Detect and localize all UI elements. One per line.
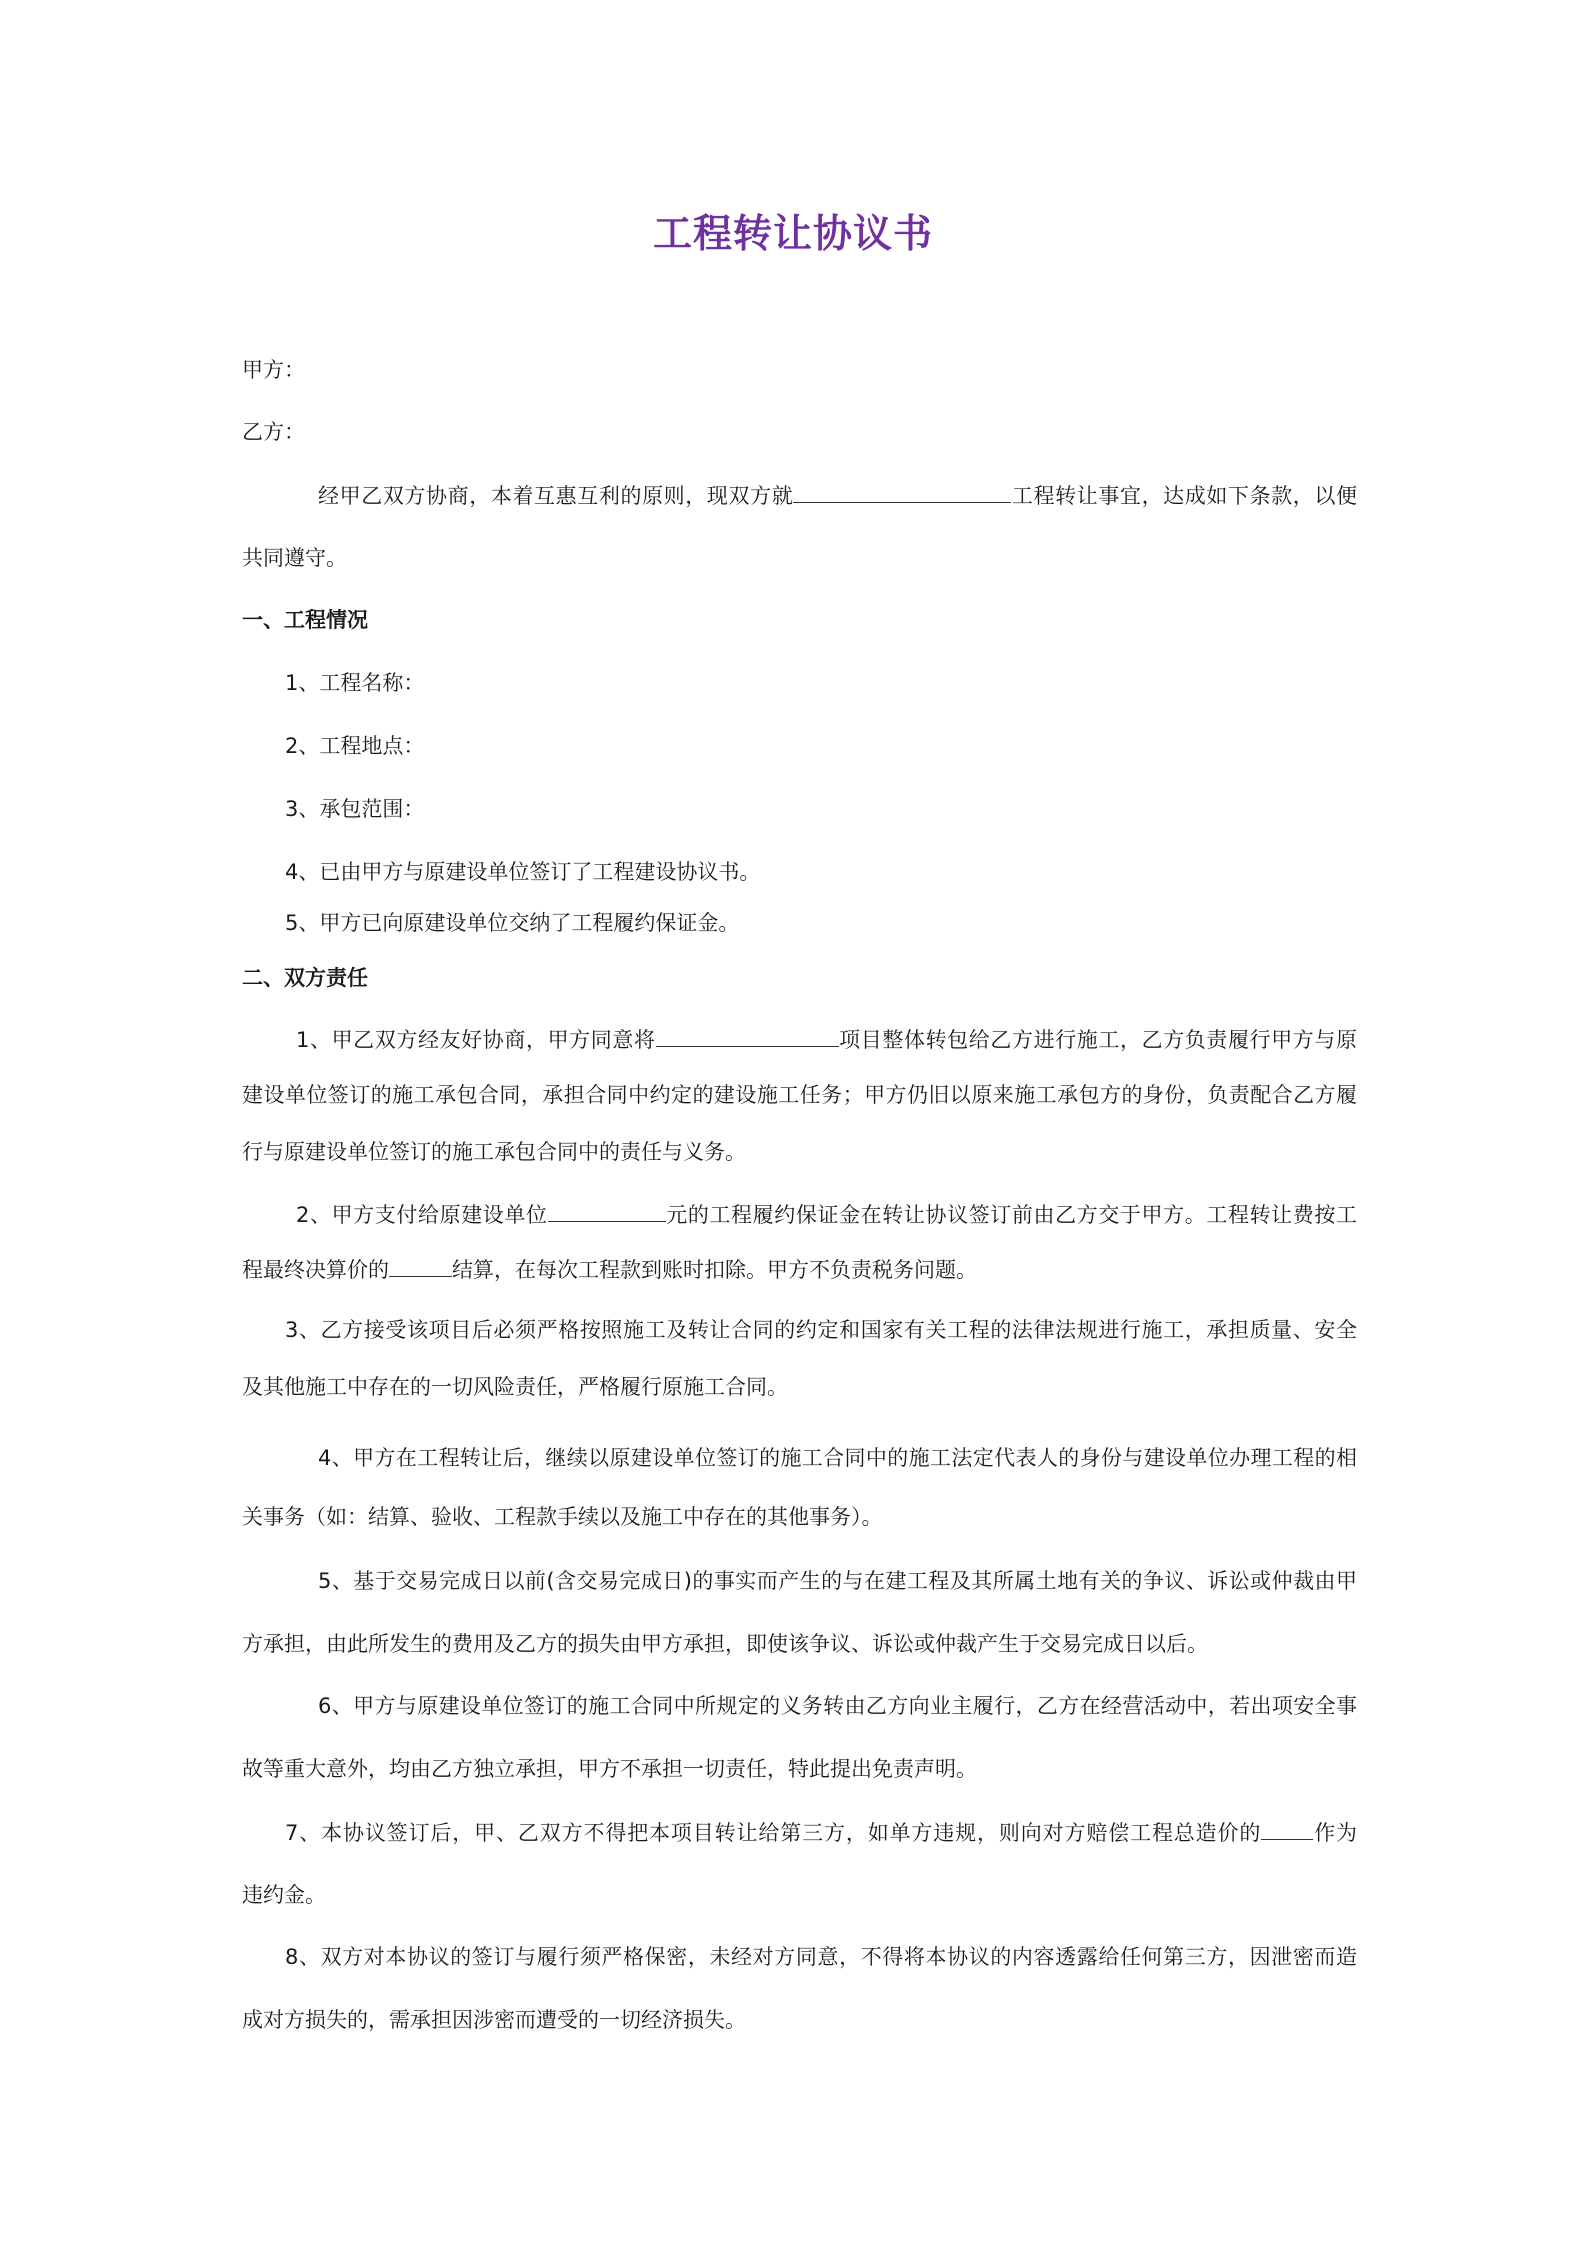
section-1-item-4: 4、已由甲方与原建设单位签订了工程建设协议书。 <box>285 860 761 884</box>
clause-1-line-3: 行与原建设单位签订的施工承包合同中的责任与义务。 <box>242 1140 746 1164</box>
blank-percentage[interactable] <box>389 1254 452 1277</box>
clause-4-line-1: 4、甲方在工程转让后，继续以原建设单位签订的施工合同中的施工法定代表人的身份与建设单位办理工程的相 <box>318 1446 1357 1470</box>
party-a-label: 甲方： <box>242 358 305 382</box>
clause-1-line-1: 1、甲乙双方经友好协商，甲方同意将 项目整体转包给乙方进行施工，乙方负责履行甲方与原 <box>296 1024 1357 1055</box>
section-1-heading: 一、工程情况 <box>242 608 368 632</box>
clause-3-line-2: 及其他施工中存在的一切风险责任，严格履行原施工合同。 <box>242 1375 788 1399</box>
clause-7-line-2: 违约金。 <box>242 1883 326 1907</box>
section-1-item-2: 2、工程地点： <box>285 734 425 758</box>
document-title: 工程转让协议书 <box>652 212 933 257</box>
section-2-heading: 二、双方责任 <box>242 966 368 990</box>
section-1-item-3: 3、承包范围： <box>285 797 425 821</box>
intro-line-2: 共同遵守。 <box>242 546 347 570</box>
blank-penalty-rate[interactable] <box>1261 1817 1313 1840</box>
clause-5-line-2: 方承担，由此所发生的费用及乙方的损失由甲方承担，即使该争议、诉讼或仲裁产生于交易完成日以后。 <box>242 1632 1208 1656</box>
clause-8-line-2: 成对方损失的，需承担因涉密而遭受的一切经济损失。 <box>242 2008 746 2032</box>
clause-2-line-2: 程最终决算价的 结算，在每次工程款到账时扣除。甲方不负责税务问题。 <box>242 1254 977 1285</box>
clause-8-line-1: 8、双方对本协议的签订与履行须严格保密，未经对方同意，不得将本协议的内容透露给任何第三方，因泄密而造 <box>285 1945 1357 1969</box>
intro-line-1: 经甲乙双方协商，本着互惠互利的原则，现双方就 工程转让事宜，达成如下条款，以便 <box>318 480 1357 511</box>
clause-6-line-2: 故等重大意外，均由乙方独立承担，甲方不承担一切责任，特此提出免责声明。 <box>242 1757 977 1781</box>
clause-6-line-1: 6、甲方与原建设单位签订的施工合同中所规定的义务转由乙方向业主履行，乙方在经营活动中，若出项安全事 <box>318 1694 1357 1718</box>
section-1-item-1: 1、工程名称： <box>285 671 425 695</box>
blank-project[interactable] <box>656 1024 839 1047</box>
clause-3-line-1: 3、乙方接受该项目后必须严格按照施工及转让合同的约定和国家有关工程的法律法规进行施工，承担质量、安全 <box>285 1318 1357 1342</box>
clause-7-line-1: 7、本协议签订后，甲、乙双方不得把本项目转让给第三方，如单方违规，则向对方赔偿工程总造价的 作为 <box>285 1817 1357 1848</box>
clause-4-line-2: 关事务（如：结算、验收、工程款手续以及施工中存在的其他事务）。 <box>242 1505 883 1529</box>
blank-project-name[interactable] <box>793 480 1011 503</box>
clause-1-line-2: 建设单位签订的施工承包合同，承担合同中约定的建设施工任务；甲方仍旧以原来施工承包方的身份，负责配合乙方履 <box>242 1083 1357 1107</box>
blank-deposit-amount[interactable] <box>548 1199 666 1222</box>
clause-2-line-1: 2、甲方支付给原建设单位 元的工程履约保证金在转让协议签订前由乙方交于甲方。工程转让费按工 <box>296 1199 1357 1230</box>
clause-5-line-1: 5、基于交易完成日以前(含交易完成日)的事实而产生的与在建工程及其所属土地有关的争议、诉讼或仲裁由甲 <box>318 1569 1357 1593</box>
section-1-item-5: 5、甲方已向原建设单位交纳了工程履约保证金。 <box>285 911 740 935</box>
party-b-label: 乙方： <box>242 420 305 444</box>
